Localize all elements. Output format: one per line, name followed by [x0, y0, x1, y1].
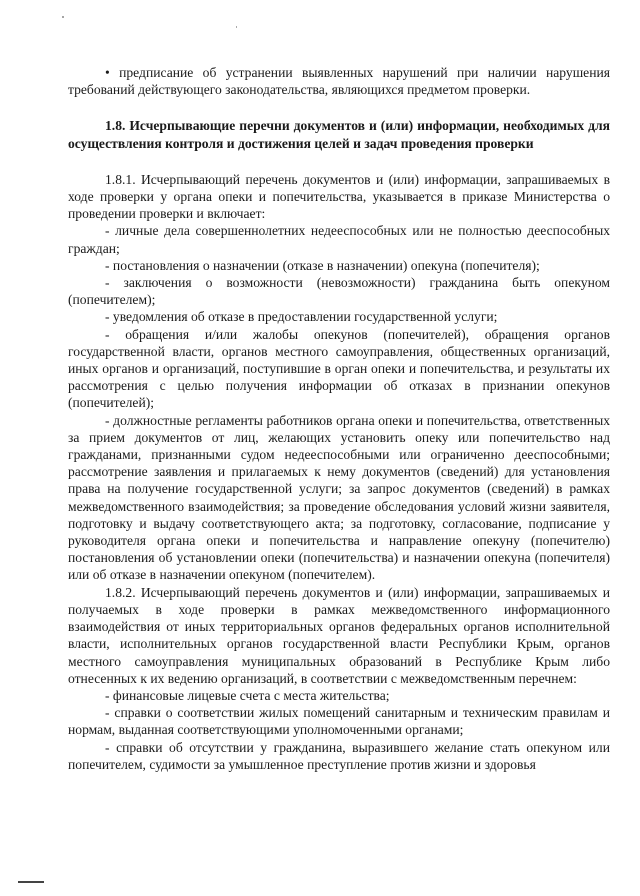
- list-item: - постановления о назначении (отказе в назначении) опекуна (попечителя);: [105, 257, 540, 273]
- list-item: - должностные регламенты работников органа опеки и попечительства, ответственных за прием документов от лиц, желающих установить опеку или попечительство над гражданами, признанными судом недееспособными или ограниченно дееспособными; рассмотрение заявления и прилагаемых к нему документов (сведений) для установления права на получение государственной услуги; за запрос документов (сведений) в рамках межведомственного взаимодействия; за проведение обследования условий жизни заявителя, подготовку и выдачу соответствующего акта; за подготовку, согласование, подписание у руководителя органа опеки и попечительства и направление опекуну (попечителю) постановления об установлении опеки (попечительства) и назначении опекуна (попечителя) или об отказе в назначении опекуном (попечителем).: [68, 412, 610, 583]
- paragraph-intro: • предписание об устранении выявленных нарушений при наличии нарушения требований действующего законодательства, являющихся предметом проверки.: [68, 65, 610, 98]
- section-heading: 1.8. Исчерпывающие перечни документов и (или) информации, необходимых для осуществления контроля и достижения целей и задач проведения проверки: [68, 118, 610, 151]
- list-item: - обращения и/или жалобы опекунов (попечителей), обращения органов государственной власти, органов местного самоуправления, общественных организаций, иных органов и организаций, поступившие в орган опеки и попечительства, и результаты их рассмотрения с целью получения информации об отказах в признании опекунов (попечителей);: [68, 326, 610, 411]
- list-item: - справки об отсутствии у гражданина, выразившего желание стать опекуном или попечителем, судимости за умышленное преступление против жизни и здоровья: [68, 739, 610, 772]
- list-item: - личные дела совершеннолетних недееспособных или не полностью дееспособных граждан;: [68, 223, 610, 256]
- list-item: - уведомления об отказе в предоставлении государственной услуги;: [105, 309, 498, 325]
- document-body: [68, 64, 610, 773]
- scan-speck: [62, 16, 64, 18]
- list-item: - справки о соответствии жилых помещений санитарным и техническим правилам и нормам, выданная соответствующими уполномоченными органами;: [68, 705, 610, 738]
- list-item: - финансовые лицевые счета с места жительства;: [105, 687, 390, 703]
- scan-speck: [236, 26, 237, 28]
- page-edge-mark: [18, 881, 44, 883]
- paragraph-1-8-1: 1.8.1. Исчерпывающий перечень документов и (или) информации, запрашиваемых в ходе проверки у органа опеки и попечительства, указывается в приказе Министерства о проведении проверки и включает:: [68, 171, 610, 222]
- paragraph-1-8-2: 1.8.2. Исчерпывающий перечень документов и (или) информации, запрашиваемых и получаемых в ходе проверки в рамках межведомственного информационного взаимодействия от иных территориальных органов федеральных органов исполнительной власти, исполнительных органов государственной власти Республики Крым, органов местного самоуправления муниципальных образований в Республике Крым либо отнесенных к их ведению организаций, в соответствии с межведомственным перечнем:: [68, 584, 610, 686]
- list-item: - заключения о возможности (невозможности) гражданина быть опекуном (попечителем);: [68, 275, 610, 308]
